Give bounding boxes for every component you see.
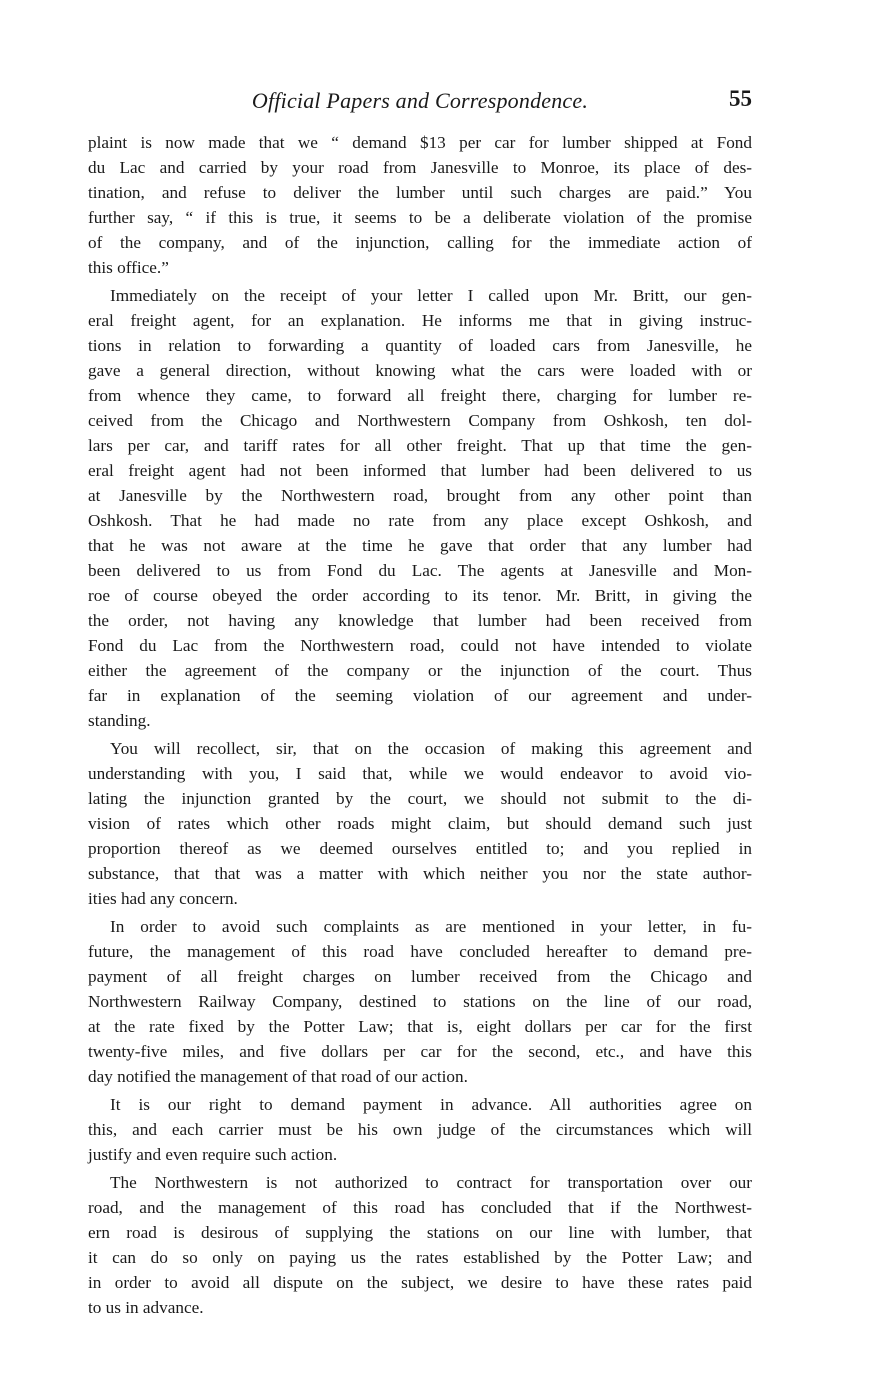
text-line: You will recollect, sir, that on the occasion of making this agreement and: [110, 739, 752, 758]
text-line: roe of course obeyed the order according to its tenor. Mr. Britt, in giving the: [88, 586, 752, 605]
text-line: to us in advance.: [88, 1298, 204, 1317]
paragraph: [88, 1092, 752, 1167]
text-line: from whence they came, to forward all freight there, charging for lumber re-: [88, 386, 752, 405]
text-line: further say, “ if this is true, it seems to be a deliberate violation of the promise: [88, 208, 752, 227]
text-line: tination, and refuse to deliver the lumber until such charges are paid.” You: [88, 183, 752, 202]
text-line: far in explanation of the seeming violation of our agreement and under-: [88, 686, 752, 705]
running-head: [88, 88, 752, 118]
paragraph: [88, 130, 752, 280]
text-line: at Janesville by the Northwestern road, brought from any other point than: [88, 486, 752, 505]
text-line: eral freight agent had not been informed that lumber had been delivered to us: [88, 461, 752, 480]
text-line: gave a general direction, without knowing what the cars were loaded with or: [88, 361, 752, 380]
text-line: ceived from the Chicago and Northwestern Company from Oshkosh, ten dol-: [88, 411, 752, 430]
text-line: standing.: [88, 711, 151, 730]
text-line: of the company, and of the injunction, calling for the immediate action of: [88, 233, 752, 252]
running-title: Official Papers and Correspondence.: [251, 88, 589, 113]
text-line: lating the injunction granted by the court, we should not submit to the di-: [88, 789, 752, 808]
text-line: that he was not aware at the time he gave that order that any lumber had: [88, 536, 752, 555]
paragraph: [88, 283, 752, 733]
text-line: ities had any concern.: [88, 889, 238, 908]
text-line: ern road is desirous of supplying the stations on our line with lumber, that: [88, 1223, 752, 1242]
paragraph: [88, 914, 752, 1089]
text-line: road, and the management of this road has concluded that if the Northwest-: [88, 1198, 752, 1217]
text-line: the order, not having any knowledge that lumber had been received from: [88, 611, 752, 630]
text-line: substance, that that was a matter with which neither you nor the state author-: [88, 864, 752, 883]
text-line: plaint is now made that we “ demand $13 per car for lumber shipped at Fond: [88, 133, 752, 152]
text-line: Fond du Lac from the Northwestern road, could not have intended to violate: [88, 636, 752, 655]
page-number: 55: [729, 86, 752, 111]
text-line: this, and each carrier must be his own judge of the circumstances which will: [88, 1120, 752, 1139]
text-line: In order to avoid such complaints as are mentioned in your letter, in fu-: [110, 917, 752, 936]
text-line: in order to avoid all dispute on the subject, we desire to have these rates paid: [88, 1273, 752, 1292]
text-line: du Lac and carried by your road from Janesville to Monroe, its place of des-: [88, 158, 752, 177]
text-line: The Northwestern is not authorized to contract for transportation over our: [110, 1173, 752, 1192]
text-line: lars per car, and tariff rates for all other freight. That up that time the gen-: [88, 436, 752, 455]
paragraph: [88, 736, 752, 911]
text-line: day notified the management of that road of our action.: [88, 1067, 468, 1086]
text-line: eral freight agent, for an explanation. He informs me that in giving instruc-: [88, 311, 752, 330]
paragraph: [88, 1170, 752, 1320]
text-line: this office.”: [88, 258, 169, 277]
text-line: twenty-five miles, and five dollars per car for the second, etc., and have this: [88, 1042, 752, 1061]
text-line: been delivered to us from Fond du Lac. The agents at Janesville and Mon-: [88, 561, 752, 580]
text-line: payment of all freight charges on lumber received from the Chicago and: [88, 967, 752, 986]
text-line: proportion thereof as we deemed ourselves entitled to; and you replied in: [88, 839, 752, 858]
text-line: it can do so only on paying us the rates established by the Potter Law; and: [88, 1248, 752, 1267]
text-line: justify and even require such action.: [88, 1145, 338, 1164]
text-line: Oshkosh. That he had made no rate from any place except Oshkosh, and: [88, 511, 752, 530]
text-line: future, the management of this road have concluded hereafter to demand pre-: [88, 942, 752, 961]
text-line: at the rate fixed by the Potter Law; that is, eight dollars per car for the first: [88, 1017, 752, 1036]
text-line: Northwestern Railway Company, destined to stations on the line of our road,: [88, 992, 752, 1011]
text-line: vision of rates which other roads might claim, but should demand such just: [88, 814, 752, 833]
text-line: understanding with you, I said that, while we would endeavor to avoid vio-: [88, 764, 752, 783]
text-line: It is our right to demand payment in advance. All authorities agree on: [110, 1095, 752, 1114]
text-line: Immediately on the receipt of your letter I called upon Mr. Britt, our gen-: [110, 286, 752, 305]
text-line: either the agreement of the company or the injunction of the court. Thus: [88, 661, 752, 680]
text-line: tions in relation to forwarding a quantity of loaded cars from Janesville, he: [88, 336, 752, 355]
body-text: [88, 130, 752, 1323]
